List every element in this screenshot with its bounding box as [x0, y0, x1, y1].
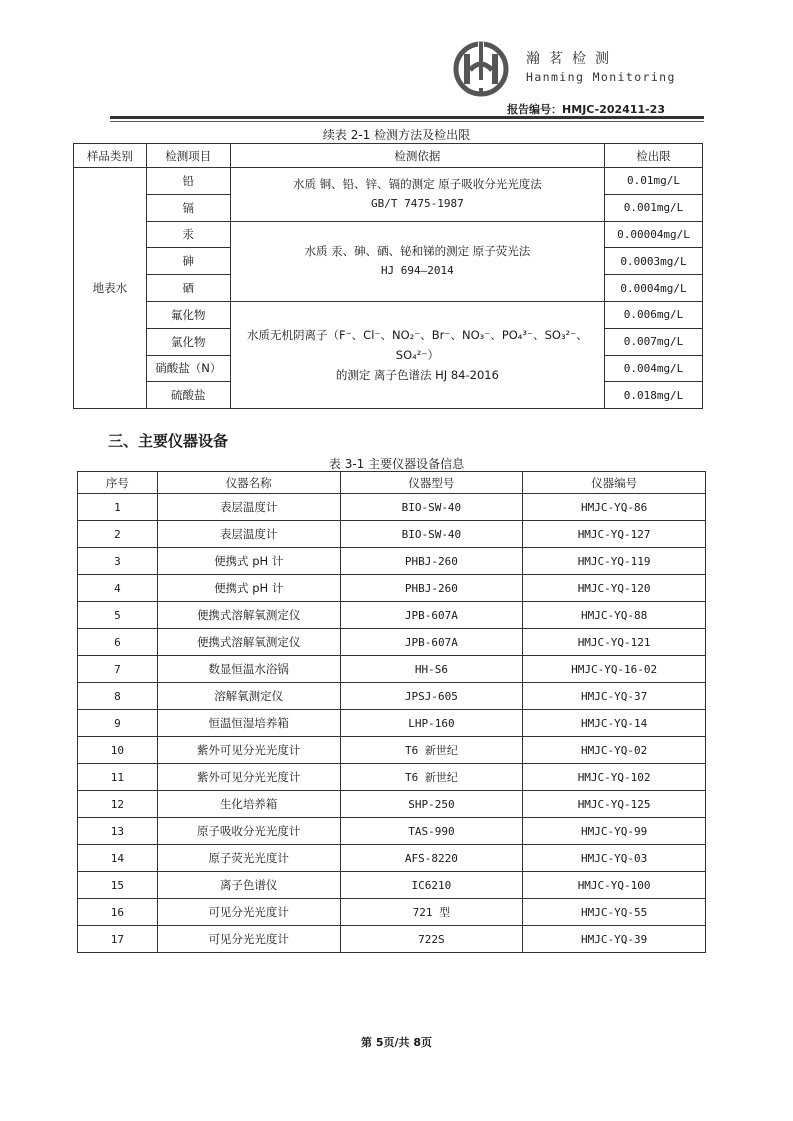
- table1-caption: 续表 2-1 检测方法及检出限: [322, 128, 471, 142]
- instrument-model: 721 型: [340, 899, 523, 926]
- detection-limit: 0.0004mg/L: [605, 275, 703, 302]
- detection-limit: 0.01mg/L: [605, 168, 703, 195]
- table-row: [78, 764, 706, 791]
- instrument-id: HMJC-YQ-121: [523, 629, 706, 656]
- item-name: 氯化物: [146, 328, 230, 355]
- header-cell: 仪器名称: [157, 472, 340, 494]
- method-basis: [230, 301, 604, 408]
- instrument-model: PHBJ-260: [340, 548, 523, 575]
- instrument-name: 数显恒温水浴锅: [157, 656, 340, 683]
- instrument-id: HMJC-YQ-102: [523, 764, 706, 791]
- header-cell: 检测项目: [146, 144, 230, 168]
- table-row: [78, 494, 706, 521]
- table-row: [78, 521, 706, 548]
- instrument-id: HMJC-YQ-03: [523, 845, 706, 872]
- table-row: [78, 602, 706, 629]
- table-row: [78, 548, 706, 575]
- method-basis: [230, 221, 604, 301]
- instrument-model: 722S: [340, 926, 523, 953]
- detection-limit: 0.001mg/L: [605, 194, 703, 221]
- section-title: 三、主要仪器设备: [108, 432, 229, 450]
- instrument-model: BIO-SW-40: [340, 494, 523, 521]
- item-name: 硒: [146, 275, 230, 302]
- table-row: [74, 301, 703, 328]
- header-cell: 序号: [78, 472, 158, 494]
- instrument-id: HMJC-YQ-55: [523, 899, 706, 926]
- item-name: 铅: [146, 168, 230, 195]
- serial-no: 4: [78, 575, 158, 602]
- serial-no: 3: [78, 548, 158, 575]
- serial-no: 14: [78, 845, 158, 872]
- instrument-model: LHP-160: [340, 710, 523, 737]
- instrument-model: JPB-607A: [340, 629, 523, 656]
- instrument-model: PHBJ-260: [340, 575, 523, 602]
- instrument-name: 便携式溶解氧测定仪: [157, 602, 340, 629]
- serial-no: 15: [78, 872, 158, 899]
- report-number: 报告编号：HMJC-202411-23: [507, 103, 665, 116]
- basis-standard: HJ 694—2014: [380, 264, 454, 278]
- table-row: [78, 710, 706, 737]
- basis-line: 水质 汞、砷、硒、铋和锑的测定 原子荧光法: [304, 244, 531, 259]
- header-cell: 仪器型号: [340, 472, 523, 494]
- serial-no: 5: [78, 602, 158, 629]
- instrument-id: HMJC-YQ-02: [523, 737, 706, 764]
- instrument-name: 表层温度计: [157, 494, 340, 521]
- detection-limit: 0.018mg/L: [605, 382, 703, 409]
- brand-name-cn: 瀚茗检测: [526, 51, 618, 67]
- table-row: [78, 629, 706, 656]
- instrument-name: 可见分光光度计: [157, 899, 340, 926]
- item-name: 镉: [146, 194, 230, 221]
- basis-line: 水质 铜、铅、锌、镉的测定 原子吸收分光光度法: [292, 177, 542, 192]
- instrument-name: 恒温恒湿培养箱: [157, 710, 340, 737]
- instrument-id: HMJC-YQ-100: [523, 872, 706, 899]
- instrument-model: JPB-607A: [340, 602, 523, 629]
- serial-no: 2: [78, 521, 158, 548]
- header-cell: 仪器编号: [523, 472, 706, 494]
- table-header-row: [74, 144, 703, 168]
- header-cell: 检测依据: [230, 144, 604, 168]
- serial-no: 12: [78, 791, 158, 818]
- company-logo-icon: [452, 40, 510, 98]
- detection-limit: 0.006mg/L: [605, 301, 703, 328]
- instrument-id: HMJC-YQ-99: [523, 818, 706, 845]
- basis-line: 水质无机阴离子（F⁻、Cl⁻、NO₂⁻、Br⁻、NO₃⁻、PO₄³⁻、SO₃²⁻、SO₄²⁻）: [246, 328, 588, 363]
- detection-limit: 0.007mg/L: [605, 328, 703, 355]
- table-row: [78, 791, 706, 818]
- sample-category: 地表水: [74, 168, 147, 409]
- detection-limit: 0.0003mg/L: [605, 248, 703, 275]
- instrument-name: 原子吸收分光光度计: [157, 818, 340, 845]
- table-row: [78, 683, 706, 710]
- instrument-name: 便携式 pH 计: [157, 575, 340, 602]
- instrument-name: 便携式 pH 计: [157, 548, 340, 575]
- instrument-id: HMJC-YQ-120: [523, 575, 706, 602]
- instrument-name: 原子荧光光度计: [157, 845, 340, 872]
- instrument-name: 紫外可见分光光度计: [157, 764, 340, 791]
- instrument-id: HMJC-YQ-127: [523, 521, 706, 548]
- detection-limit: 0.004mg/L: [605, 355, 703, 382]
- table-row: [74, 168, 703, 195]
- header-rule-thin: [110, 121, 704, 122]
- instrument-table-body: [78, 494, 706, 953]
- serial-no: 1: [78, 494, 158, 521]
- table2-caption: 表 3-1 主要仪器设备信息: [328, 457, 465, 471]
- table-row: [78, 656, 706, 683]
- table-row: [78, 872, 706, 899]
- instrument-model: TAS-990: [340, 818, 523, 845]
- instrument-model: HH-S6: [340, 656, 523, 683]
- method-basis: [230, 168, 604, 222]
- instrument-id: HMJC-YQ-88: [523, 602, 706, 629]
- instrument-id: HMJC-YQ-86: [523, 494, 706, 521]
- table-header-row: [78, 472, 706, 494]
- detection-limit: 0.00004mg/L: [605, 221, 703, 248]
- instrument-model: JPSJ-605: [340, 683, 523, 710]
- detection-method-table: [73, 143, 703, 409]
- item-name: 砷: [146, 248, 230, 275]
- instrument-name: 可见分光光度计: [157, 926, 340, 953]
- item-name: 汞: [146, 221, 230, 248]
- instrument-id: HMJC-YQ-125: [523, 791, 706, 818]
- instrument-id: HMJC-YQ-14: [523, 710, 706, 737]
- item-name: 硫酸盐: [146, 382, 230, 409]
- instrument-model: AFS-8220: [340, 845, 523, 872]
- serial-no: 17: [78, 926, 158, 953]
- basis-standard: 的测定 离子色谱法 HJ 84-2016: [335, 368, 499, 383]
- instrument-table: [77, 471, 706, 953]
- serial-no: 16: [78, 899, 158, 926]
- instrument-name: 溶解氧测定仪: [157, 683, 340, 710]
- instrument-name: 表层温度计: [157, 521, 340, 548]
- instrument-name: 生化培养箱: [157, 791, 340, 818]
- header-cell: 检出限: [605, 144, 703, 168]
- instrument-model: SHP-250: [340, 791, 523, 818]
- header-cell: 样品类别: [74, 144, 147, 168]
- instrument-name: 离子色谱仪: [157, 872, 340, 899]
- item-name: 氟化物: [146, 301, 230, 328]
- basis-standard: GB/T 7475-1987: [371, 197, 464, 211]
- header-rule: [110, 116, 704, 119]
- instrument-model: T6 新世纪: [340, 764, 523, 791]
- instrument-model: BIO-SW-40: [340, 521, 523, 548]
- serial-no: 8: [78, 683, 158, 710]
- instrument-name: 便携式溶解氧测定仪: [157, 629, 340, 656]
- instrument-id: HMJC-YQ-37: [523, 683, 706, 710]
- instrument-id: HMJC-YQ-39: [523, 926, 706, 953]
- table-row: [78, 737, 706, 764]
- instrument-model: T6 新世纪: [340, 737, 523, 764]
- brand-name-en: Hanming Monitoring: [526, 70, 676, 84]
- table-row: [78, 575, 706, 602]
- instrument-model: IC6210: [340, 872, 523, 899]
- table-row: [78, 899, 706, 926]
- serial-no: 13: [78, 818, 158, 845]
- instrument-id: HMJC-YQ-119: [523, 548, 706, 575]
- serial-no: 11: [78, 764, 158, 791]
- table-row: [78, 926, 706, 953]
- instrument-name: 紫外可见分光光度计: [157, 737, 340, 764]
- instrument-id: HMJC-YQ-16-02: [523, 656, 706, 683]
- page-footer: 第 5页/共 8页: [361, 1036, 432, 1049]
- table-row: [78, 818, 706, 845]
- serial-no: 7: [78, 656, 158, 683]
- serial-no: 6: [78, 629, 158, 656]
- table-row: [74, 221, 703, 248]
- serial-no: 9: [78, 710, 158, 737]
- serial-no: 10: [78, 737, 158, 764]
- table-row: [78, 845, 706, 872]
- item-name: 硝酸盐（N）: [146, 355, 230, 382]
